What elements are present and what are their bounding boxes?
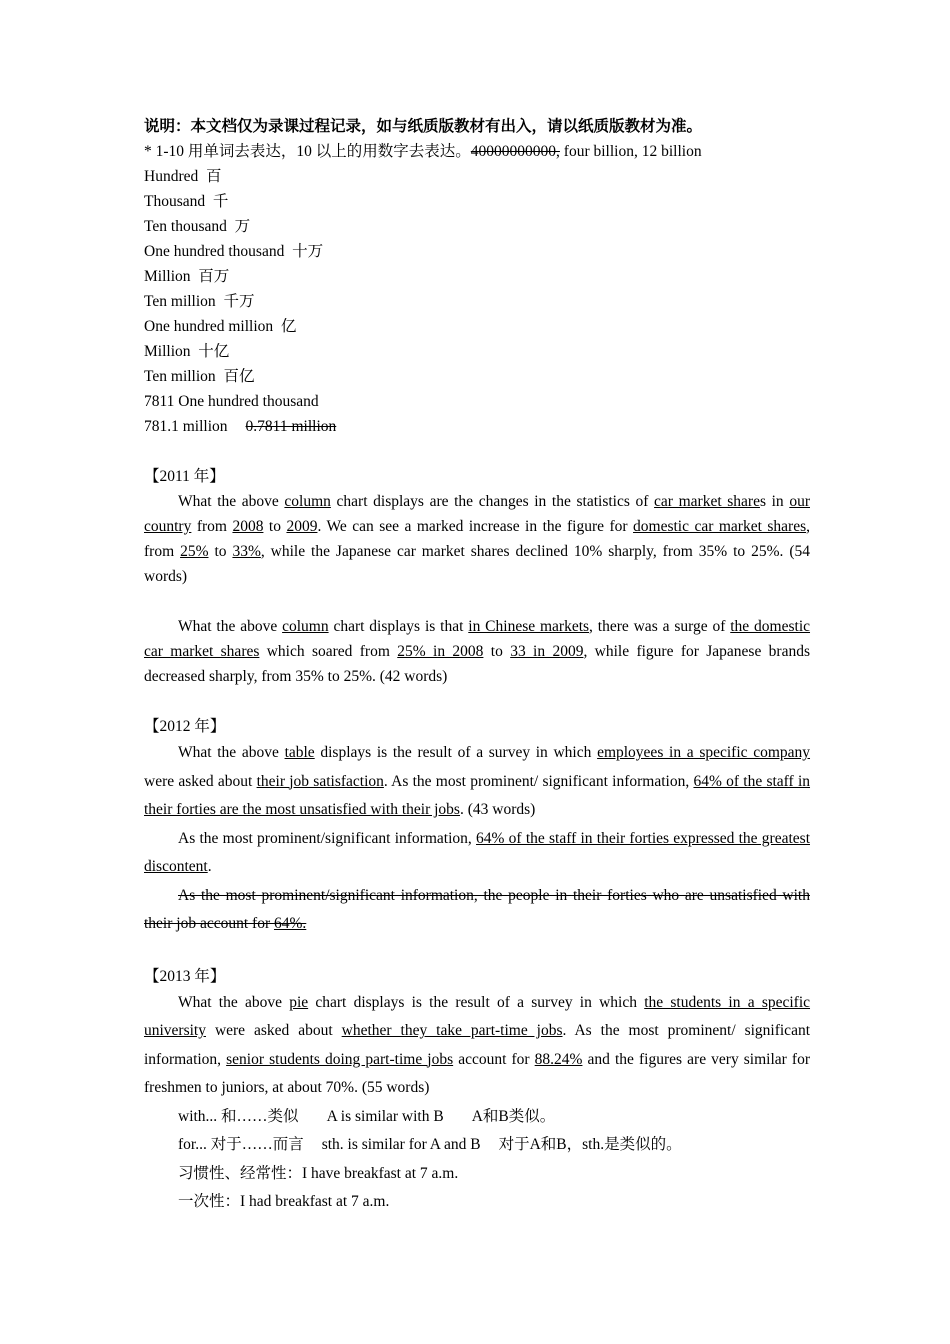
note-line: for... 对于……而言 sth. is similar for A and B 对于A和B，sth.是类似的。	[178, 1136, 682, 1153]
paragraph-2012-struck: As the most prominent/significant information, the people in their forties who are unsatisfied with their job account for 64%.	[144, 886, 810, 932]
document-page	[144, 114, 810, 1217]
paragraph-2012-1: What the above table displays is the result of a survey in which employees in a specific company were asked about their job satisfaction. As the most prominent/ significant information, 64% of the staff in their forties are the most unsatisfied with their jobs. (43 words)	[144, 744, 811, 818]
note-line: 一次性：I had breakfast at 7 a.m.	[178, 1193, 390, 1210]
number-item: Million 百万	[144, 268, 230, 285]
note-line: 习惯性、经常性：I have breakfast at 7 a.m.	[178, 1164, 459, 1182]
note-line: with... 和……类似 A is similar with B A和B类似。	[178, 1107, 556, 1125]
number-item: Ten million 百亿	[144, 368, 255, 385]
paragraph-2012-2: As the most prominent/significant information, 64% of the staff in their forties expressed the greatest discontent.	[144, 829, 810, 875]
number-item: One hundred thousand 十万	[144, 243, 324, 260]
section-heading-2012: 【2012 年】	[144, 718, 226, 735]
number-item: Ten million 千万	[144, 293, 255, 310]
number-rule	[144, 139, 810, 164]
paragraph-2013-1: What the above pie chart displays is the result of a survey in which the students in a specific university were asked about whether they take part-time jobs. As the most prominent/ significant information, senior students doing part-time jobs account for 88.24% and the figures are very similar for freshmen to juniors, at about 70%. (55 words)	[144, 993, 811, 1096]
rule-suffix: four billion, 12 billion	[559, 143, 702, 160]
number-item: Thousand 千	[144, 193, 229, 210]
paragraph-2011-1: What the above column chart displays are the changes in the statistics of car market shares in our country from 2008 to 2009. We can see a marked increase in the figure for domestic car market shares, from 25% to 33%, while the Japanese car market shares declined 10% sharply, from 35% to 25%. (54 words)	[144, 493, 810, 585]
number-item: Ten thousand 万	[144, 218, 251, 235]
rule-prefix: * 1-10 用单词去表达，10 以上的用数字去表达。	[144, 143, 471, 160]
paragraph-2011-2: What the above column chart displays is that in Chinese markets, there was a surge of the domestic car market shares which soared from 25% in 2008 to 33 in 2009, while figure for Japanese brands decreased sharply, from 35% to 25%. (42 words)	[144, 618, 811, 685]
number-item: One hundred million 亿	[144, 318, 297, 335]
notice-text: 说明：本文档仅为录课过程记录，如与纸质版教材有出入，请以纸质版教材为准。	[144, 118, 703, 135]
number-item: Hundred 百	[144, 168, 222, 185]
section-heading-2013: 【2013 年】	[144, 967, 226, 985]
rule-struck: 40000000000,	[470, 143, 560, 160]
number-item: Million 十亿	[144, 343, 230, 360]
section-heading-2011: 【2011 年】	[144, 468, 225, 485]
example-line: 7811 One hundred thousand	[144, 393, 319, 410]
example-line: 781.1 million 0.7811 million	[144, 418, 337, 435]
